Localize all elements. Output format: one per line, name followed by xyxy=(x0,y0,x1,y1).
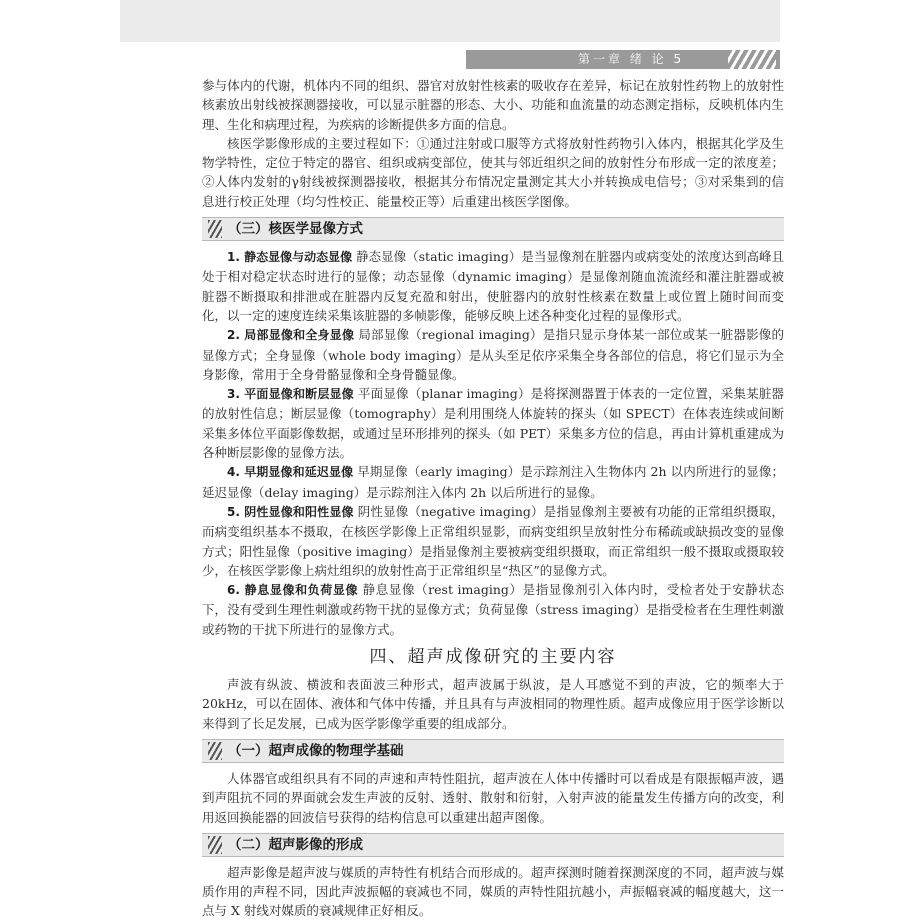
heading-stripe-icon xyxy=(208,836,222,854)
paragraph-process: 核医学影像形成的主要过程如下：①通过注射或口服等方式将放射性药物引入体内，根据其化学及生物学特性，定位于特定的器官、组织或病变部位，使其与邻近组织之间的放射性分布形成一定的浓度差；②人体内发射的γ射线被探测器接收，根据其分布情况定量测定其大小并转换成电信号；③对采集到的信息进行校正处理（均匀性校正、能量校正等）后重建出核医学图像。 xyxy=(202,135,784,209)
item-label: 6. 静息显像和负荷显像 xyxy=(227,583,359,598)
book-page xyxy=(120,0,784,919)
item-text: 静态显像（static imaging）是当显像剂在脏器内或病变处的浓度达到高峰且处于相对稳定状态时进行的显像；动态显像（dynamic imaging）是显像剂随血流流经和灌注脏器或被脏器不断摄取和排泄或在脏器内反复充盈和射出，使脏器内的放射性核素在数量上或位置上随时间而变化，以一定的速度连续采集该脏器的多帧影像，能够反映上述各种变化过程的显像形式。 xyxy=(202,249,784,323)
paragraph-physics-basis: 人体器官或组织具有不同的声速和声特性阻抗，超声波在人体中传播时可以看成是有限振幅声波，遇到声阻抗不同的界面就会发生声波的反射、透射、散射和衍射，入射声波的能量发生传播方向的改变，利用返回换能器的回波信号获得的结构信息可以重建出超声图像。 xyxy=(202,770,784,825)
item-label: 4. 早期显像和延迟显像 xyxy=(227,465,354,480)
item-text: 平面显像（planar imaging）是将探测器置于体表的一定位置，采集某脏器的放射性信息；断层显像（tomography）是利用围绕人体旋转的探头（如 SPECT）在体表连续或间断采集多体位平面影像数据，或通过呈环形排列的探头（如 PET）采集多方位的信息，再由计算机重建成为各种断层影像的显像方法。 xyxy=(202,386,784,461)
section-title: （二）超声影像的形成 xyxy=(228,836,363,853)
section-heading-imaging-modes xyxy=(202,217,784,241)
page-body xyxy=(202,76,784,921)
heading-stripe-icon xyxy=(208,742,222,760)
section-heading-physics-basis xyxy=(202,739,784,763)
item-label: 2. 局部显像和全身显像 xyxy=(227,328,355,343)
list-item xyxy=(202,502,784,580)
paragraph-image-formation: 超声影像是超声波与媒质的声特性有机结合而形成的。超声探测时随着探测深度的不同，超声波与媒质作用的声程不同，因此声波振幅的衰减也不同，媒质的声特性阻抗越小，声振幅衰减的幅度越大，这一点与 X 射线对媒质的衰减规律正好相反。 xyxy=(202,864,784,919)
section-title: （三）核医学显像方式 xyxy=(228,221,363,238)
list-item xyxy=(202,462,784,502)
heading-stripe-icon xyxy=(208,220,222,238)
section-heading-image-formation xyxy=(202,833,784,857)
list-item xyxy=(202,247,784,325)
top-margin-band xyxy=(120,0,780,42)
paragraph-ultrasound-intro: 声波有纵波、横波和表面波三种形式，超声波属于纵波，是人耳感觉不到的声波，它的频率大于 20kHz，可以在固体、液体和气体中传播，并且具有与声波相同的物理性质。超声成像应用于医学诊断以来得到了长足发展，已成为医学影像学重要的组成部分。 xyxy=(202,677,784,731)
item-label: 5. 阴性显像和阳性显像 xyxy=(227,504,354,519)
item-text: 阴性显像（negative imaging）是指显像剂主要被有功能的正常组织摄取，而病变组织基本不摄取，在核医学影像上正常组织显影，而病变组织呈放射性分布稀疏或缺损改变的显像方式；阳性显像（positive imaging）是指显像剂主要被病变组织摄取，而正常组织一般不摄取或摄取较少，在核医学影像上病灶组织的放射性高于正常组织呈“热区”的显像方式。 xyxy=(202,503,784,578)
list-item xyxy=(202,384,784,462)
item-text: 静息显像（rest imaging）是指显像剂引入体内时，受检者处于安静状态下，没有受到生理性刺激或药物干扰的显像方式；负荷显像（stress imaging）是指受检者在生理性刺激或药物的干扰下所进行的显像方式。 xyxy=(202,582,784,637)
item-text: 早期显像（early imaging）是示踪剂注入生物体内 2h 以内所进行的显像；延迟显像（delay imaging）是示踪剂注入体内 2h 以后所进行的显像。 xyxy=(202,464,784,500)
list-item xyxy=(202,580,784,639)
item-text: 局部显像（regional imaging）是指只显示身体某一部位或某一脏器影像的显像方式；全身显像（whole body imaging）是从头至足依序采集全身各部位的信息，将它们显示为全身影像，常用于全身骨骼显像和全身骨髓显像。 xyxy=(202,327,784,382)
item-label: 1. 静态显像与动态显像 xyxy=(227,250,353,265)
list-item xyxy=(202,325,784,384)
paragraph-continued: 参与体内的代谢，机体内不同的组织、器官对放射性核素的吸收存在差异，标记在放射性药物上的放射性核素放出射线被探测器接收，可以显示脏器的形态、大小、功能和血流量的动态测定指标，反映机体内生理、生化和病理过程，为疾病的诊断提供多方面的信息。 xyxy=(202,78,784,132)
header-text: 第一章 绪 论 5 xyxy=(578,52,685,66)
section-title: （一）超声成像的物理学基础 xyxy=(228,742,404,759)
item-label: 3. 平面显像和断层显像 xyxy=(227,387,354,402)
running-header xyxy=(466,50,780,69)
chapter-heading-ultrasound: 四、超声成像研究的主要内容 xyxy=(369,647,617,668)
header-stripes-decoration xyxy=(728,50,776,69)
